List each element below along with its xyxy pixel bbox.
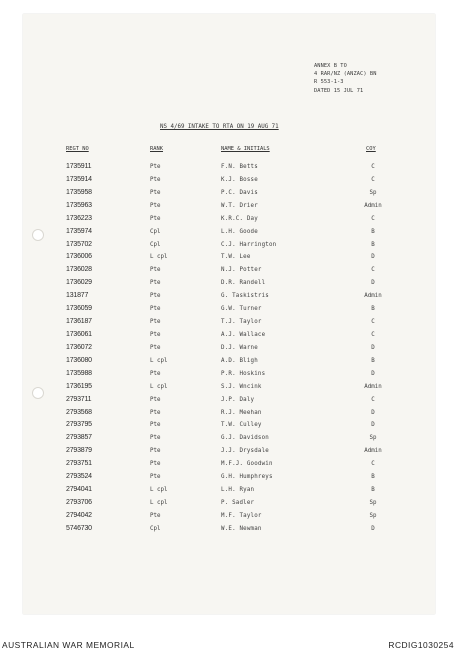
rank-cell: Pte bbox=[150, 202, 161, 209]
table-row bbox=[0, 419, 457, 432]
regt-no-cell: 2793706 bbox=[66, 498, 92, 506]
rank-cell: L cpl bbox=[150, 383, 168, 390]
table-row bbox=[0, 471, 457, 484]
coy-cell: Admin bbox=[364, 383, 382, 390]
table-row bbox=[0, 239, 457, 252]
coy-cell: D bbox=[371, 409, 375, 416]
table-row bbox=[0, 342, 457, 355]
rank-cell: Cpl bbox=[150, 241, 161, 248]
regt-no-cell: 1735958 bbox=[66, 188, 92, 196]
rank-cell: Pte bbox=[150, 435, 161, 442]
regt-no-cell: 2793879 bbox=[66, 447, 92, 455]
rank-cell: Pte bbox=[150, 370, 161, 377]
annex-line-1: ANNEX B TO bbox=[314, 63, 347, 69]
table-row bbox=[0, 303, 457, 316]
table-row bbox=[0, 368, 457, 381]
coy-cell: B bbox=[371, 487, 375, 494]
name-cell: C.J. Harrington bbox=[221, 241, 277, 248]
rank-cell: Pte bbox=[150, 176, 161, 183]
annex-line-2: 4 RAR/NZ (ANZAC) BN bbox=[314, 71, 377, 78]
footer-archive-name: AUSTRALIAN WAR MEMORIAL bbox=[2, 640, 135, 650]
rank-cell: Pte bbox=[150, 293, 161, 300]
name-cell: T.J. Taylor bbox=[221, 319, 262, 326]
regt-no-cell: 5746730 bbox=[66, 524, 92, 532]
rank-cell: Pte bbox=[150, 267, 161, 274]
regt-no-cell: 2793711 bbox=[66, 395, 92, 403]
coy-cell: B bbox=[371, 474, 375, 481]
regt-no-cell: 1736061 bbox=[66, 330, 92, 338]
rank-cell: Pte bbox=[150, 512, 161, 519]
coy-cell: Sp bbox=[369, 499, 377, 506]
rank-cell: Pte bbox=[150, 344, 161, 351]
header-rank: RANK bbox=[150, 146, 163, 152]
regt-no-cell: 1735911 bbox=[66, 163, 92, 170]
table-row bbox=[0, 523, 457, 536]
table-row bbox=[0, 394, 457, 407]
rank-cell: Pte bbox=[150, 409, 161, 416]
annex-reference-block bbox=[314, 62, 426, 95]
coy-cell: C bbox=[371, 396, 375, 403]
coy-cell: C bbox=[371, 267, 375, 274]
coy-cell: C bbox=[371, 176, 375, 183]
table-row bbox=[0, 407, 457, 420]
coy-cell: D bbox=[371, 344, 375, 351]
rank-cell: Pte bbox=[150, 396, 161, 403]
rank-cell: Cpl bbox=[150, 228, 161, 235]
coy-cell: C bbox=[371, 331, 375, 338]
table-row bbox=[0, 200, 457, 213]
table-row bbox=[0, 213, 457, 226]
regt-no-cell: 1735914 bbox=[66, 175, 92, 183]
table-row bbox=[0, 355, 457, 368]
rank-cell: Pte bbox=[150, 331, 161, 338]
table-row bbox=[0, 187, 457, 200]
rank-cell: L cpl bbox=[150, 254, 168, 261]
name-cell: G.H. Humphreys bbox=[221, 474, 273, 481]
regt-no-cell: 1736223 bbox=[66, 214, 92, 222]
table-row bbox=[0, 316, 457, 329]
coy-cell: D bbox=[371, 254, 375, 261]
regt-no-cell: 1736080 bbox=[66, 356, 92, 364]
coy-cell: B bbox=[371, 241, 375, 248]
name-cell: P.R. Hoskins bbox=[221, 370, 266, 377]
rank-cell: Pte bbox=[150, 422, 161, 429]
table-row bbox=[0, 381, 457, 394]
table-row bbox=[0, 161, 457, 174]
rank-cell: Pte bbox=[150, 215, 161, 222]
name-cell: J.P. Daly bbox=[221, 396, 255, 403]
coy-cell: Admin bbox=[364, 293, 382, 300]
name-cell: S.J. Wncink bbox=[221, 383, 262, 390]
rank-cell: Pte bbox=[150, 461, 161, 468]
rank-cell: Cpl bbox=[150, 525, 161, 532]
regt-no-cell: 2793857 bbox=[66, 434, 92, 442]
table-row bbox=[0, 329, 457, 342]
table-row bbox=[0, 484, 457, 497]
regt-no-cell: 1736006 bbox=[66, 253, 92, 261]
coy-cell: C bbox=[371, 215, 375, 222]
regt-no-cell: 2794042 bbox=[66, 511, 92, 519]
name-cell: T.W. Culley bbox=[221, 422, 262, 429]
regt-no-cell: 1735963 bbox=[66, 201, 92, 209]
name-cell: L.H. Goode bbox=[221, 228, 258, 235]
regt-no-cell: 1736072 bbox=[66, 343, 92, 351]
rank-cell: Pte bbox=[150, 319, 161, 326]
table-row bbox=[0, 497, 457, 510]
coy-cell: Admin bbox=[364, 202, 382, 209]
name-cell: A.D. Bligh bbox=[221, 357, 258, 364]
table-row bbox=[0, 174, 457, 187]
name-cell: W.T. Drier bbox=[221, 202, 258, 209]
table-row bbox=[0, 277, 457, 290]
name-cell: P.C. Davis bbox=[221, 189, 258, 196]
name-cell: G.J. Davidson bbox=[221, 435, 269, 442]
table-row bbox=[0, 251, 457, 264]
coy-cell: C bbox=[371, 461, 375, 468]
table-row bbox=[0, 432, 457, 445]
name-cell: M.F. Taylor bbox=[221, 512, 262, 519]
table-row bbox=[0, 226, 457, 239]
table-row bbox=[0, 290, 457, 303]
name-cell: W.E. Newman bbox=[221, 525, 262, 532]
regt-no-cell: 2793524 bbox=[66, 473, 92, 481]
coy-cell: C bbox=[371, 164, 375, 170]
name-cell: D.R. Randell bbox=[221, 280, 266, 287]
table-row bbox=[0, 445, 457, 458]
rank-cell: Pte bbox=[150, 189, 161, 196]
name-cell: N.J. Potter bbox=[221, 267, 262, 274]
regt-no-cell: 1736059 bbox=[66, 305, 92, 313]
coy-cell: B bbox=[371, 357, 375, 364]
name-cell: D.J. Warne bbox=[221, 344, 258, 351]
regt-no-cell: 1736029 bbox=[66, 279, 92, 287]
rank-cell: Pte bbox=[150, 448, 161, 455]
header-regt-no: REGT NO bbox=[66, 146, 89, 152]
footer-record-id: RCDIG1030254 bbox=[388, 640, 454, 650]
table-row bbox=[0, 264, 457, 277]
name-cell: L.H. Ryan bbox=[221, 487, 255, 494]
coy-cell: Sp bbox=[369, 512, 377, 519]
coy-cell: D bbox=[371, 370, 375, 377]
regt-no-cell: 2794041 bbox=[66, 486, 92, 494]
name-cell: K.J. Bosse bbox=[221, 176, 258, 183]
name-cell: A.J. Wallace bbox=[221, 331, 266, 338]
coy-cell: B bbox=[371, 228, 375, 235]
name-cell: F.N. Betts bbox=[221, 164, 258, 170]
rank-cell: Pte bbox=[150, 306, 161, 313]
annex-line-3: R 553-1-3 bbox=[314, 79, 344, 86]
regt-no-cell: 1736028 bbox=[66, 266, 92, 274]
annex-line-4: DATED 15 JUL 71 bbox=[314, 87, 364, 94]
regt-no-cell: 2793795 bbox=[66, 421, 92, 429]
rank-cell: L cpl bbox=[150, 499, 168, 506]
name-cell: M.F.J. Goodwin bbox=[221, 461, 273, 468]
coy-cell: D bbox=[371, 280, 375, 287]
name-cell: G.W. Turner bbox=[221, 306, 262, 313]
name-cell: K.R.C. Day bbox=[221, 215, 258, 222]
coy-cell: C bbox=[371, 319, 375, 326]
name-cell: G. Taskistris bbox=[221, 293, 269, 300]
regt-no-cell: 1736187 bbox=[66, 318, 92, 326]
rank-cell: L cpl bbox=[150, 357, 168, 364]
personnel-table bbox=[0, 161, 457, 536]
header-coy: COY bbox=[366, 146, 376, 152]
rank-cell: L cpl bbox=[150, 487, 168, 494]
coy-cell: B bbox=[371, 306, 375, 313]
rank-cell: Pte bbox=[150, 280, 161, 287]
document-title: NS 4/69 INTAKE TO RTA ON 19 AUG 71 bbox=[160, 124, 279, 130]
coy-cell: Sp bbox=[369, 189, 377, 196]
regt-no-cell: 2793568 bbox=[66, 408, 92, 416]
coy-cell: Sp bbox=[369, 435, 377, 442]
name-cell: R.J. Meehan bbox=[221, 409, 262, 416]
rank-cell: Pte bbox=[150, 164, 161, 170]
name-cell: T.W. Lee bbox=[221, 254, 251, 261]
regt-no-cell: 131877 bbox=[66, 292, 89, 300]
header-name: NAME & INITIALS bbox=[221, 146, 270, 152]
rank-cell: Pte bbox=[150, 474, 161, 481]
coy-cell: D bbox=[371, 422, 375, 429]
regt-no-cell: 1736195 bbox=[66, 382, 92, 390]
coy-cell: Admin bbox=[364, 448, 382, 455]
regt-no-cell: 1735988 bbox=[66, 369, 92, 377]
table-row bbox=[0, 458, 457, 471]
name-cell: J.J. Drysdale bbox=[221, 448, 269, 455]
table-row bbox=[0, 510, 457, 523]
regt-no-cell: 1735702 bbox=[66, 240, 92, 248]
regt-no-cell: 1735974 bbox=[66, 227, 92, 235]
name-cell: P. Sadler bbox=[221, 499, 255, 506]
coy-cell: D bbox=[371, 525, 375, 532]
regt-no-cell: 2793751 bbox=[66, 460, 92, 468]
